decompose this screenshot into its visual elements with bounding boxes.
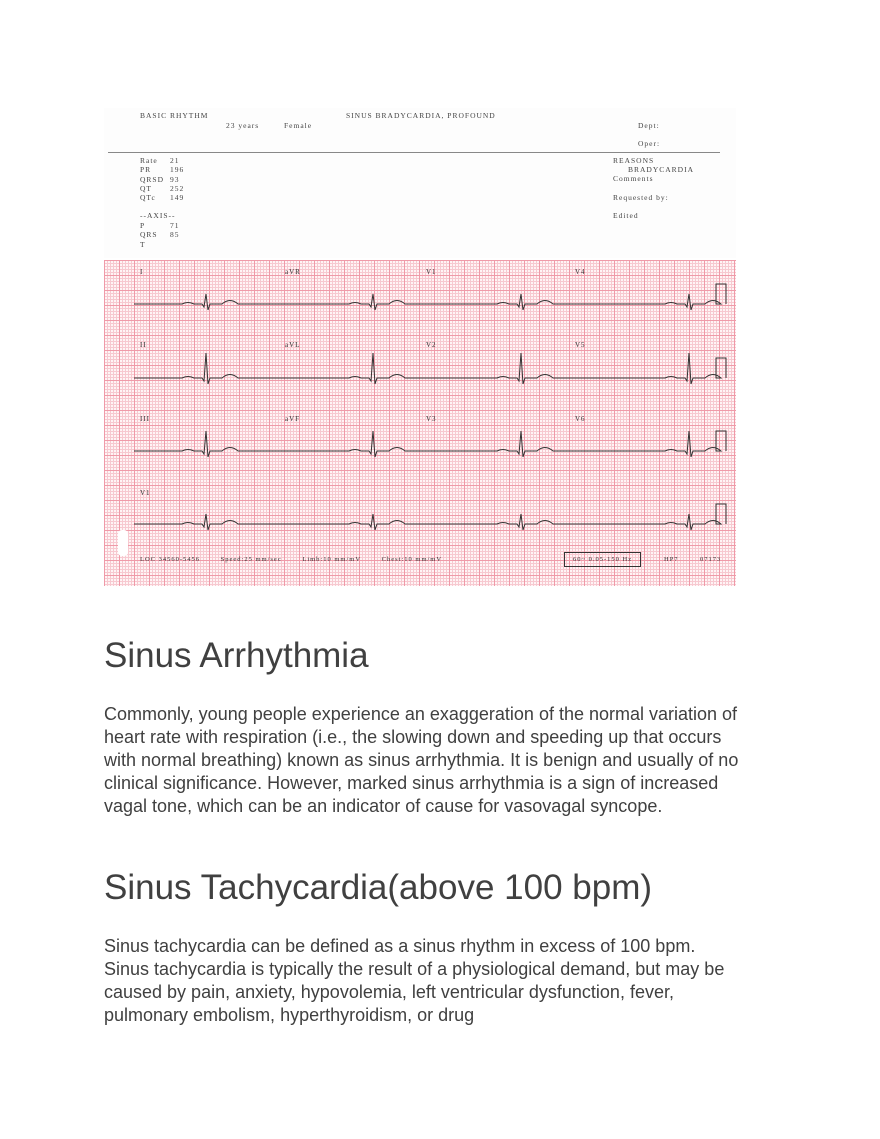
measurement-label: QTc	[140, 193, 156, 203]
requested-by-label: Requested by:	[613, 193, 669, 202]
device: HP7	[664, 556, 679, 563]
header-divider	[108, 152, 720, 153]
heading-sinus-tachycardia: Sinus Tachycardia(above 100 bpm)	[104, 868, 653, 907]
measurement-label: T	[140, 239, 146, 249]
ecg-header	[104, 108, 736, 258]
lead-label: aVF	[285, 415, 301, 423]
filter-box: 60~ 0.05-150 Hz	[564, 552, 641, 567]
ecg-grid	[104, 260, 736, 586]
paragraph-sinus-tachycardia: Sinus tachycardia can be defined as a sinus rhythm in excess of 100 bpm. Sinus tachycardia is typically the result of a physiological demand, but may be caused by pain, anxiety, hypovolemia, left ventricular dysfunction, fever, pulmonary embolism, hyperthyroidism, or drug	[104, 936, 725, 1025]
reasons-label: REASONS	[613, 156, 655, 165]
ecg-title: BASIC RHYTHM	[140, 111, 209, 120]
ecg-traces	[104, 260, 736, 586]
speed: Speed:25 mm/sec	[220, 556, 282, 563]
ecg-age: 23 years	[226, 121, 260, 130]
comments-label: Comments	[613, 174, 654, 183]
measurement-label: QRSD	[140, 174, 165, 184]
measurement-value: 93	[170, 174, 180, 184]
ecg-trace	[134, 284, 726, 310]
measurement-value: 71	[170, 221, 180, 230]
ecg-dept: Dept:	[638, 121, 660, 130]
measurement-value: 252	[170, 183, 185, 193]
lead-label: I	[140, 268, 144, 276]
ecg-trace	[134, 431, 726, 457]
ecg-sex: Female	[284, 121, 313, 130]
measurement-label: P	[140, 221, 146, 230]
measurement-value: 149	[170, 193, 185, 203]
limb-gain: Limb:10 mm/mV	[302, 556, 362, 563]
lead-label: V5	[575, 341, 586, 349]
paragraph-sinus-arrhythmia: Commonly, young people experience an exaggeration of the normal variation of heart rate with respiration (i.e., the slowing down and speeding up that occurs with normal breathing) known as sinus arrhythmia. It is benign and usually of no clinical significance. However, marked sinus arrhythmia is a sign of increased vagal tone, which can be an indicator of cause for vasovagal syncope.	[104, 704, 739, 816]
lead-label: V4	[575, 268, 586, 276]
axis-title: --AXIS--	[140, 211, 176, 220]
lead-label: V6	[575, 415, 586, 423]
reason-value: BRADYCARDIA	[628, 165, 695, 174]
measurement-label: PR	[140, 165, 152, 175]
edited-label: Edited	[613, 211, 639, 220]
lead-label: V3	[426, 415, 437, 423]
ecg-trace	[134, 353, 726, 384]
lead-label: V1	[426, 268, 437, 276]
measurement-value: 85	[170, 230, 180, 240]
ecg-oper: Oper:	[638, 139, 661, 148]
lead-label: III	[140, 415, 150, 423]
lead-label: aVR	[285, 268, 301, 276]
paper-tab	[118, 530, 128, 556]
measurement-value: 21	[170, 156, 180, 165]
lead-label: V1	[140, 489, 151, 497]
chest-gain: Chest:10 mm/mV	[381, 556, 443, 563]
ecg-footer	[140, 556, 460, 563]
measurement-label: Rate	[140, 156, 158, 165]
measurement-label: QT	[140, 183, 152, 193]
lead-label: II	[140, 341, 147, 349]
measurement-value: 196	[170, 165, 185, 175]
heading-sinus-arrhythmia: Sinus Arrhythmia	[104, 636, 369, 675]
loc: LOC 34560-5456	[140, 556, 201, 563]
ecg-diagnosis: SINUS BRADYCARDIA, PROFOUND	[346, 111, 496, 120]
ecg-image	[104, 108, 736, 588]
lead-label: V2	[426, 341, 437, 349]
ecg-trace	[134, 504, 726, 530]
measurement-label: QRS	[140, 230, 158, 240]
lead-label: aVL	[285, 341, 301, 349]
code: 07173	[700, 556, 722, 563]
